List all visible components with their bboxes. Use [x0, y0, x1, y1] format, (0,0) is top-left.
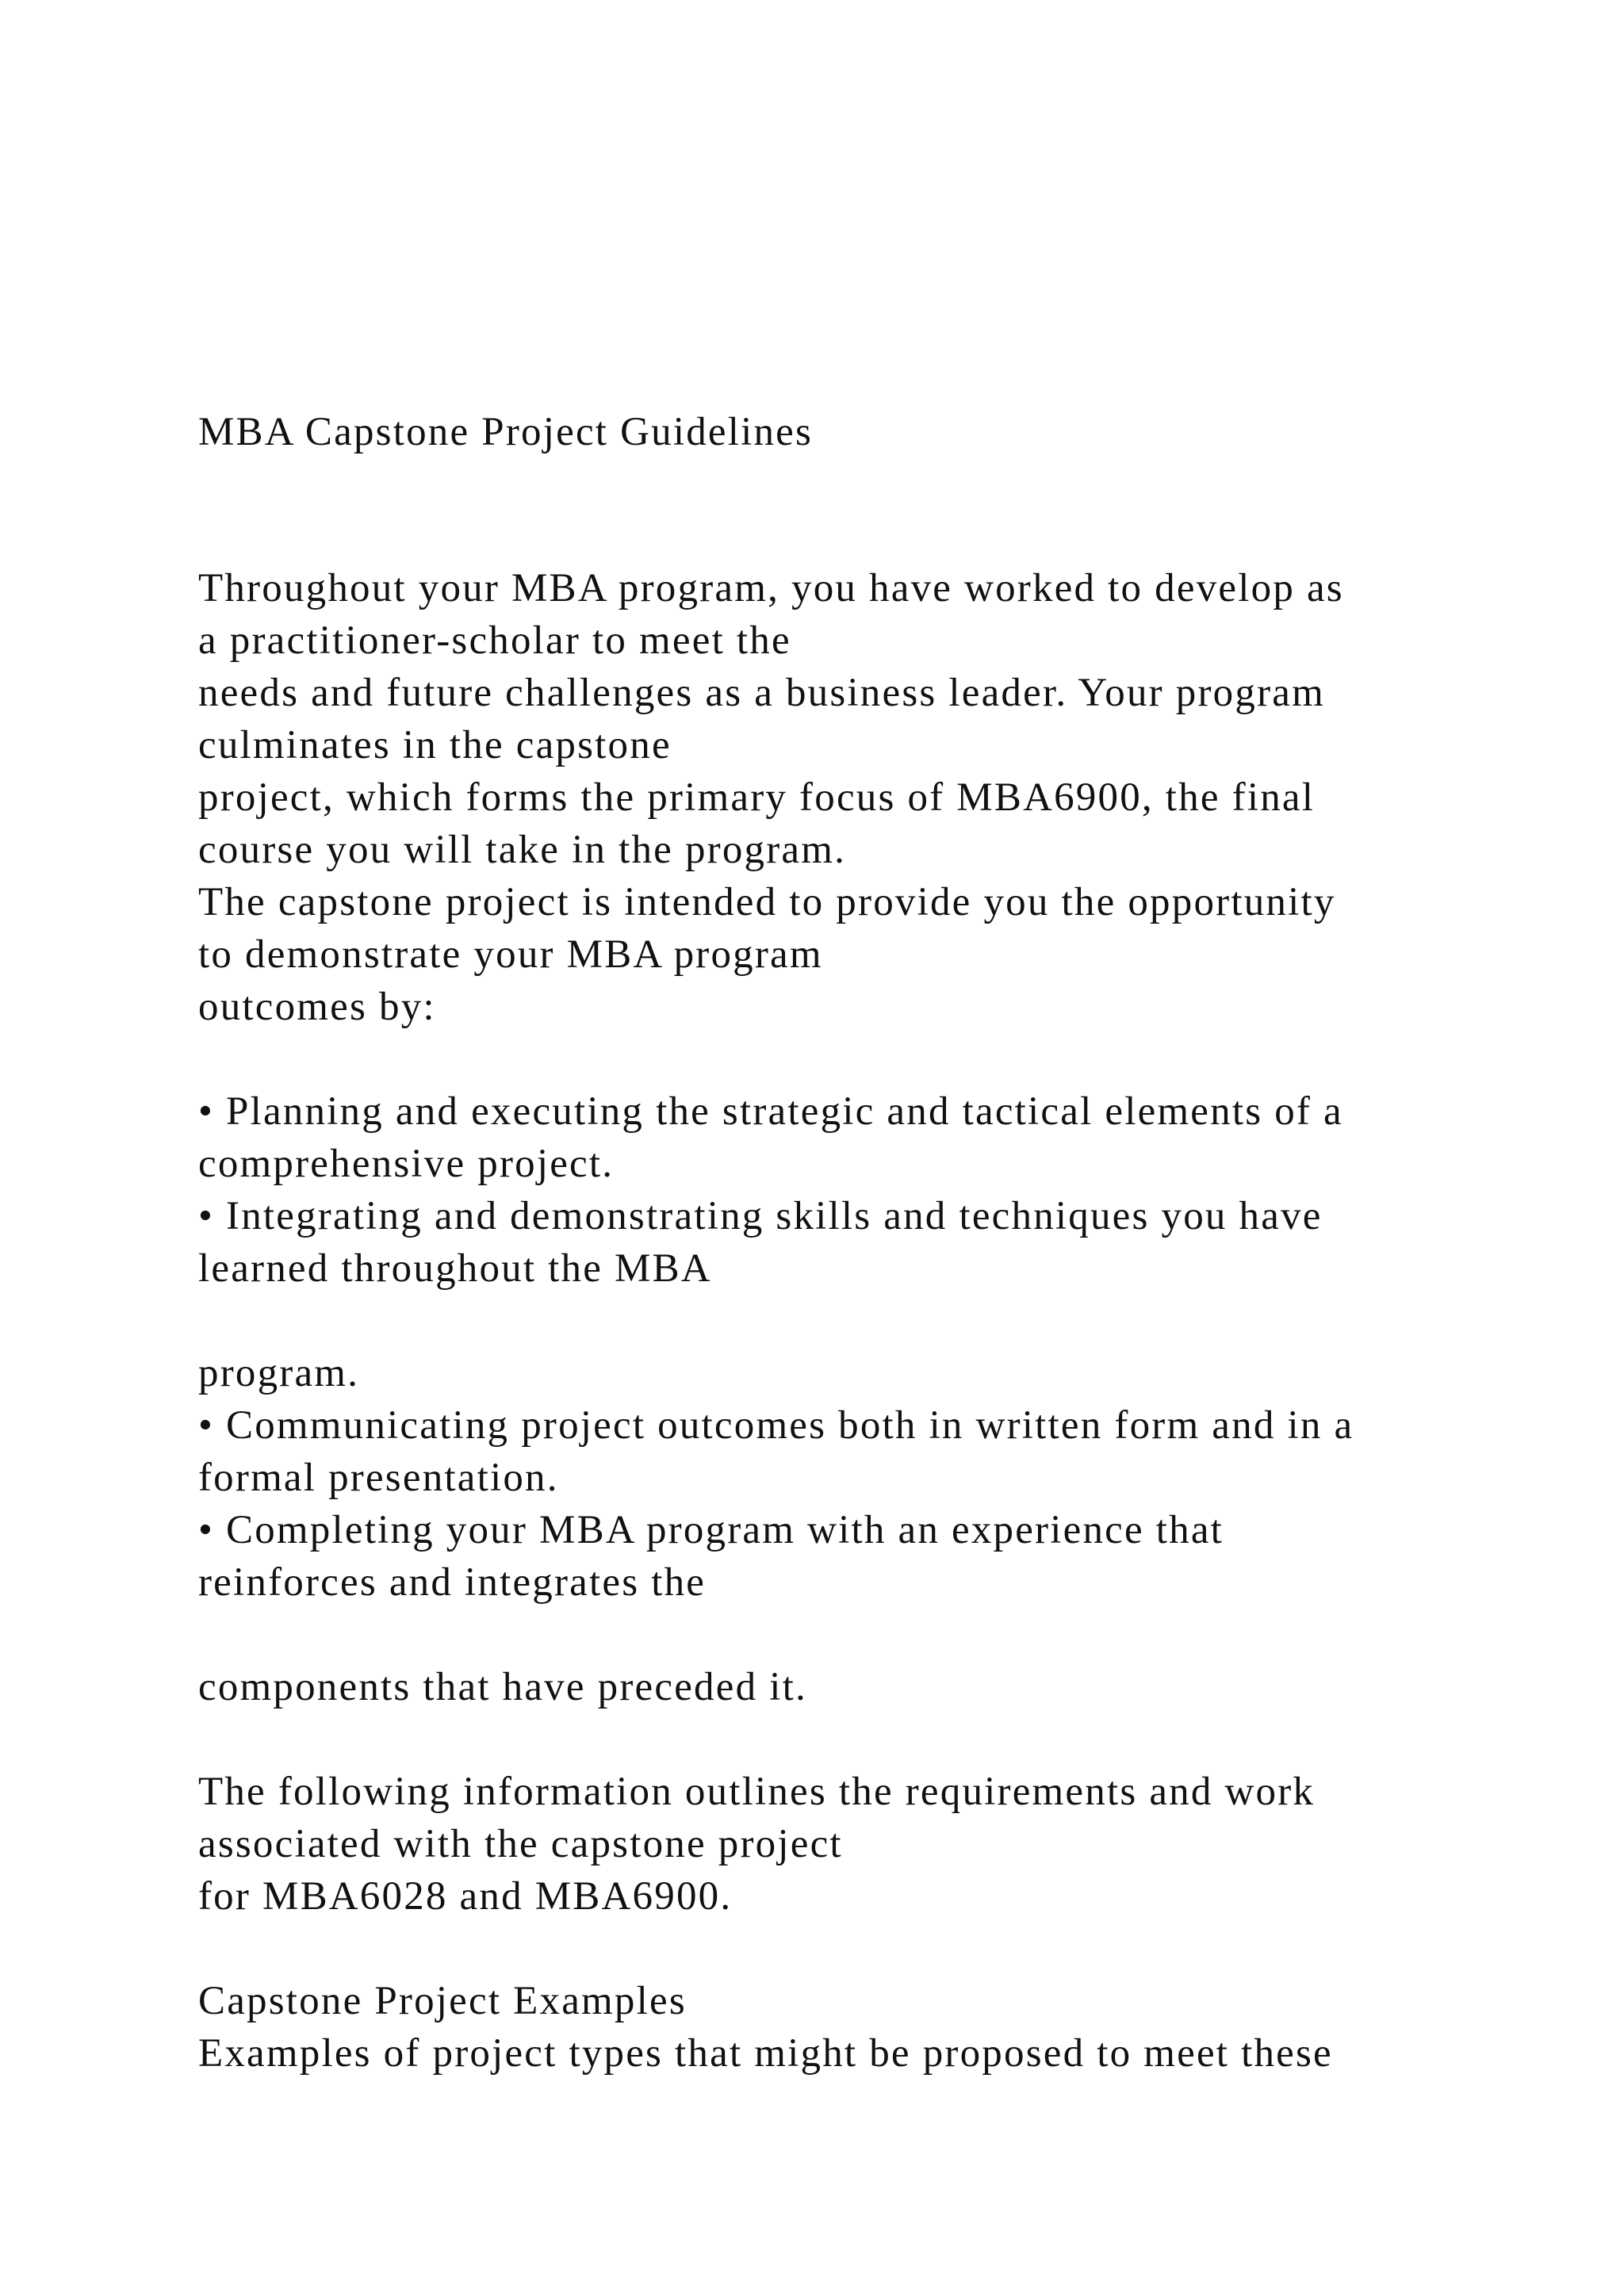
- section-heading: Capstone Project Examples: [198, 1979, 687, 2023]
- text-line: needs and future challenges as a business leader. Your program: [198, 671, 1325, 715]
- document-title: MBA Capstone Project Guidelines: [198, 410, 814, 454]
- text-line: culminates in the capstone: [198, 723, 672, 767]
- text-line: program.: [198, 1351, 360, 1395]
- text-line: reinforces and integrates the: [198, 1560, 707, 1605]
- text-line: components that have preceded it.: [198, 1665, 807, 1709]
- text-line: for MBA6028 and MBA6900.: [198, 1874, 733, 1919]
- text-line: Throughout your MBA program, you have worked to develop as: [198, 566, 1344, 610]
- text-line: The following information outlines the requirements and work: [198, 1770, 1316, 1814]
- bullet-item: • Planning and executing the strategic and tactical elements of a: [198, 1089, 1343, 1134]
- text-line: project, which forms the primary focus of MBA6900, the final: [198, 775, 1316, 820]
- text-line: course you will take in the program.: [198, 828, 847, 872]
- text-line: comprehensive project.: [198, 1142, 615, 1186]
- text-line: formal presentation.: [198, 1456, 559, 1500]
- text-line: learned throughout the MBA: [198, 1246, 712, 1291]
- bullet-item: • Completing your MBA program with an experience that: [198, 1508, 1224, 1552]
- text-line: to demonstrate your MBA program: [198, 932, 823, 977]
- text-line: a practitioner-scholar to meet the: [198, 618, 791, 663]
- text-line: outcomes by:: [198, 985, 436, 1029]
- text-line: Examples of project types that might be proposed to meet these: [198, 2031, 1333, 2076]
- text-line: associated with the capstone project: [198, 1822, 843, 1866]
- bullet-item: • Integrating and demonstrating skills and techniques you have: [198, 1194, 1323, 1238]
- text-line: The capstone project is intended to provide you the opportunity: [198, 880, 1336, 924]
- bullet-item: • Communicating project outcomes both in written form and in a: [198, 1403, 1354, 1448]
